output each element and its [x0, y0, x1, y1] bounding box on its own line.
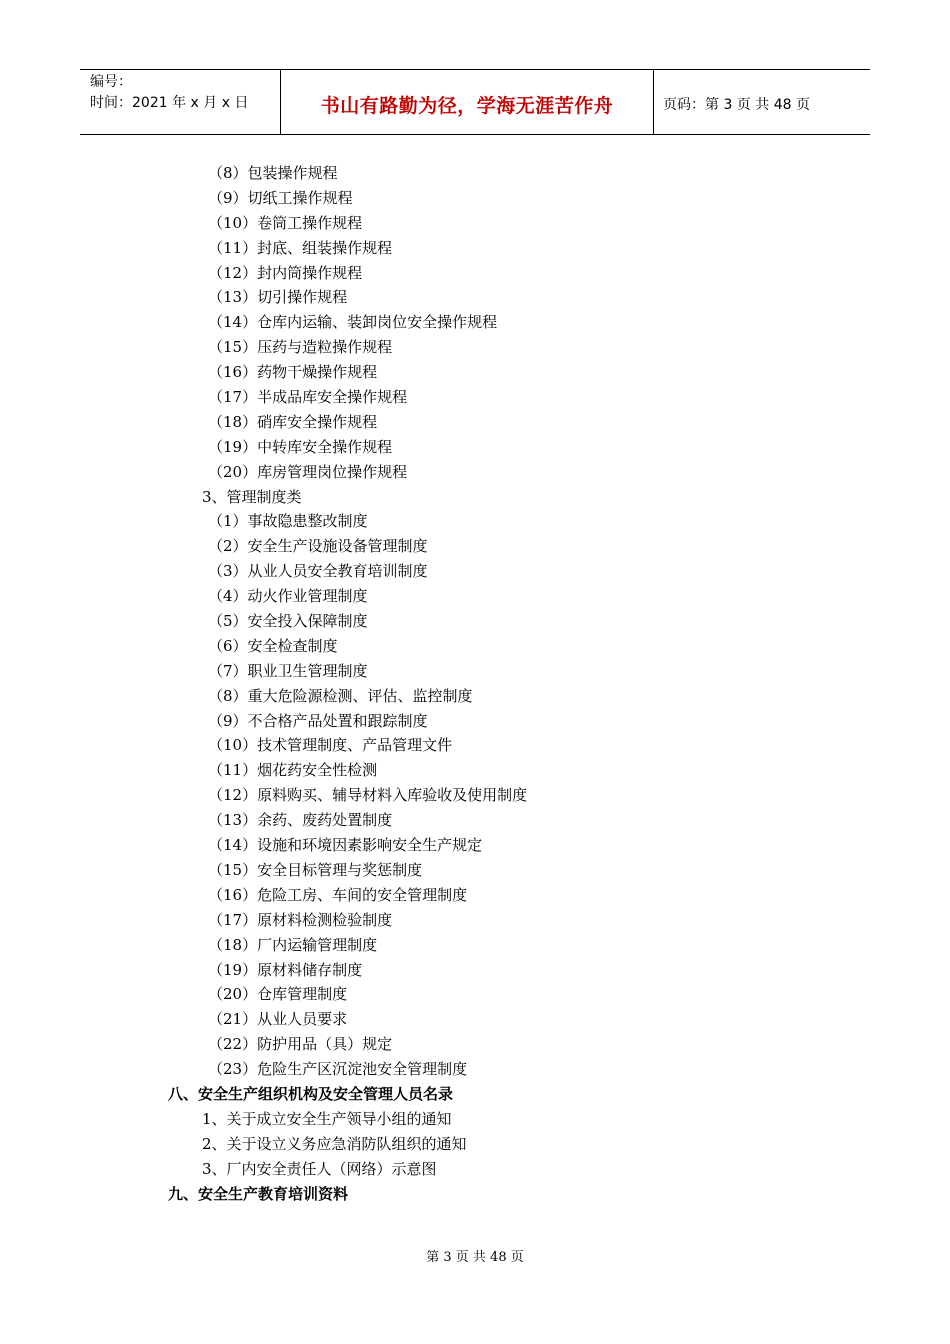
heading-nine: 九、安全生产教育培训资料 [168, 1184, 349, 1203]
list-item: （20）仓库管理制度 [208, 985, 348, 1004]
list-item: （13）余药、废药处置制度 [208, 811, 393, 830]
list-item: （9）不合格产品处置和跟踪制度 [208, 711, 428, 730]
list-item: （19）中转库安全操作规程 [208, 437, 393, 456]
heading-eight: 八、安全生产组织机构及安全管理人员名录 [168, 1084, 454, 1103]
list-item: （13）切引操作规程 [208, 288, 348, 307]
list-item: （12）封内筒操作规程 [208, 263, 363, 282]
heading-eight-list [0, 1107, 950, 1182]
list-item: 2、关于设立义务应急消防队组织的通知 [202, 1134, 467, 1153]
list-item: （22）防护用品（具）规定 [208, 1035, 393, 1054]
list-item: （16）药物干燥操作规程 [208, 363, 378, 382]
list-item: 1、关于成立安全生产领导小组的通知 [202, 1109, 452, 1128]
list-item: （17）半成品库安全操作规程 [208, 388, 408, 407]
list-item: （6）安全检查制度 [208, 636, 338, 655]
list-item: （12）原料购买、辅导材料入库验收及使用制度 [208, 786, 528, 805]
list-item: （11）烟花药安全性检测 [208, 761, 378, 780]
list-item: （8）重大危险源检测、评估、监控制度 [208, 686, 473, 705]
list-item: （21）从业人员要求 [208, 1010, 348, 1029]
list-item: （8）包装操作规程 [208, 164, 338, 182]
list-item: （1）事故隐患整改制度 [208, 512, 368, 531]
page-footer [0, 1246, 950, 1265]
header-motto: 书山有路勤为径，学海无涯苦作舟 [320, 94, 614, 117]
list-item: （11）封底、组装操作规程 [208, 238, 393, 257]
document-date: 时间：2021 年 x 月 x 日 [90, 95, 249, 111]
section2-list [0, 161, 950, 485]
header-page-cell [654, 70, 870, 134]
list-item: 3、厂内安全责任人（网络）示意图 [202, 1159, 437, 1178]
list-item: （18）厂内运输管理制度 [208, 935, 378, 954]
list-item: （2）安全生产设施设备管理制度 [208, 537, 428, 556]
header-left-cell [80, 70, 281, 134]
list-item: （7）职业卫生管理制度 [208, 661, 368, 680]
list-item: （19）原材料储存制度 [208, 960, 363, 979]
list-item: （18）硝库安全操作规程 [208, 412, 378, 431]
list-item: （14）设施和环境因素影响安全生产规定 [208, 836, 483, 855]
section3-list [0, 509, 950, 1081]
header-motto-cell [281, 70, 654, 134]
document-number-label: 编号： [90, 74, 132, 90]
list-item: （17）原材料检测检验制度 [208, 910, 393, 929]
list-item: （10）卷筒工操作规程 [208, 213, 363, 232]
list-item: （10）技术管理制度、产品管理文件 [208, 736, 453, 755]
list-item: （9）切纸工操作规程 [208, 188, 353, 207]
list-item: （5）安全投入保障制度 [208, 612, 368, 631]
footer-page-number: 第 3 页 共 48 页 [426, 1250, 524, 1265]
list-item: （15）安全目标管理与奖惩制度 [208, 860, 423, 879]
list-item: （15）压药与造粒操作规程 [208, 338, 393, 357]
list-item: （3）从业人员安全教育培训制度 [208, 562, 428, 581]
list-item: （14）仓库内运输、装卸岗位安全操作规程 [208, 313, 498, 332]
document-body [0, 161, 950, 1206]
list-item: （20）库房管理岗位操作规程 [208, 462, 408, 481]
header-page-info: 页码：第 3 页 共 48 页 [663, 97, 810, 113]
list-item: （4）动火作业管理制度 [208, 587, 368, 606]
section3-title: 3、管理制度类 [202, 487, 302, 506]
list-item: （23）危险生产区沉淀池安全管理制度 [208, 1060, 468, 1079]
list-item: （16）危险工房、车间的安全管理制度 [208, 885, 468, 904]
header-table [80, 69, 870, 135]
